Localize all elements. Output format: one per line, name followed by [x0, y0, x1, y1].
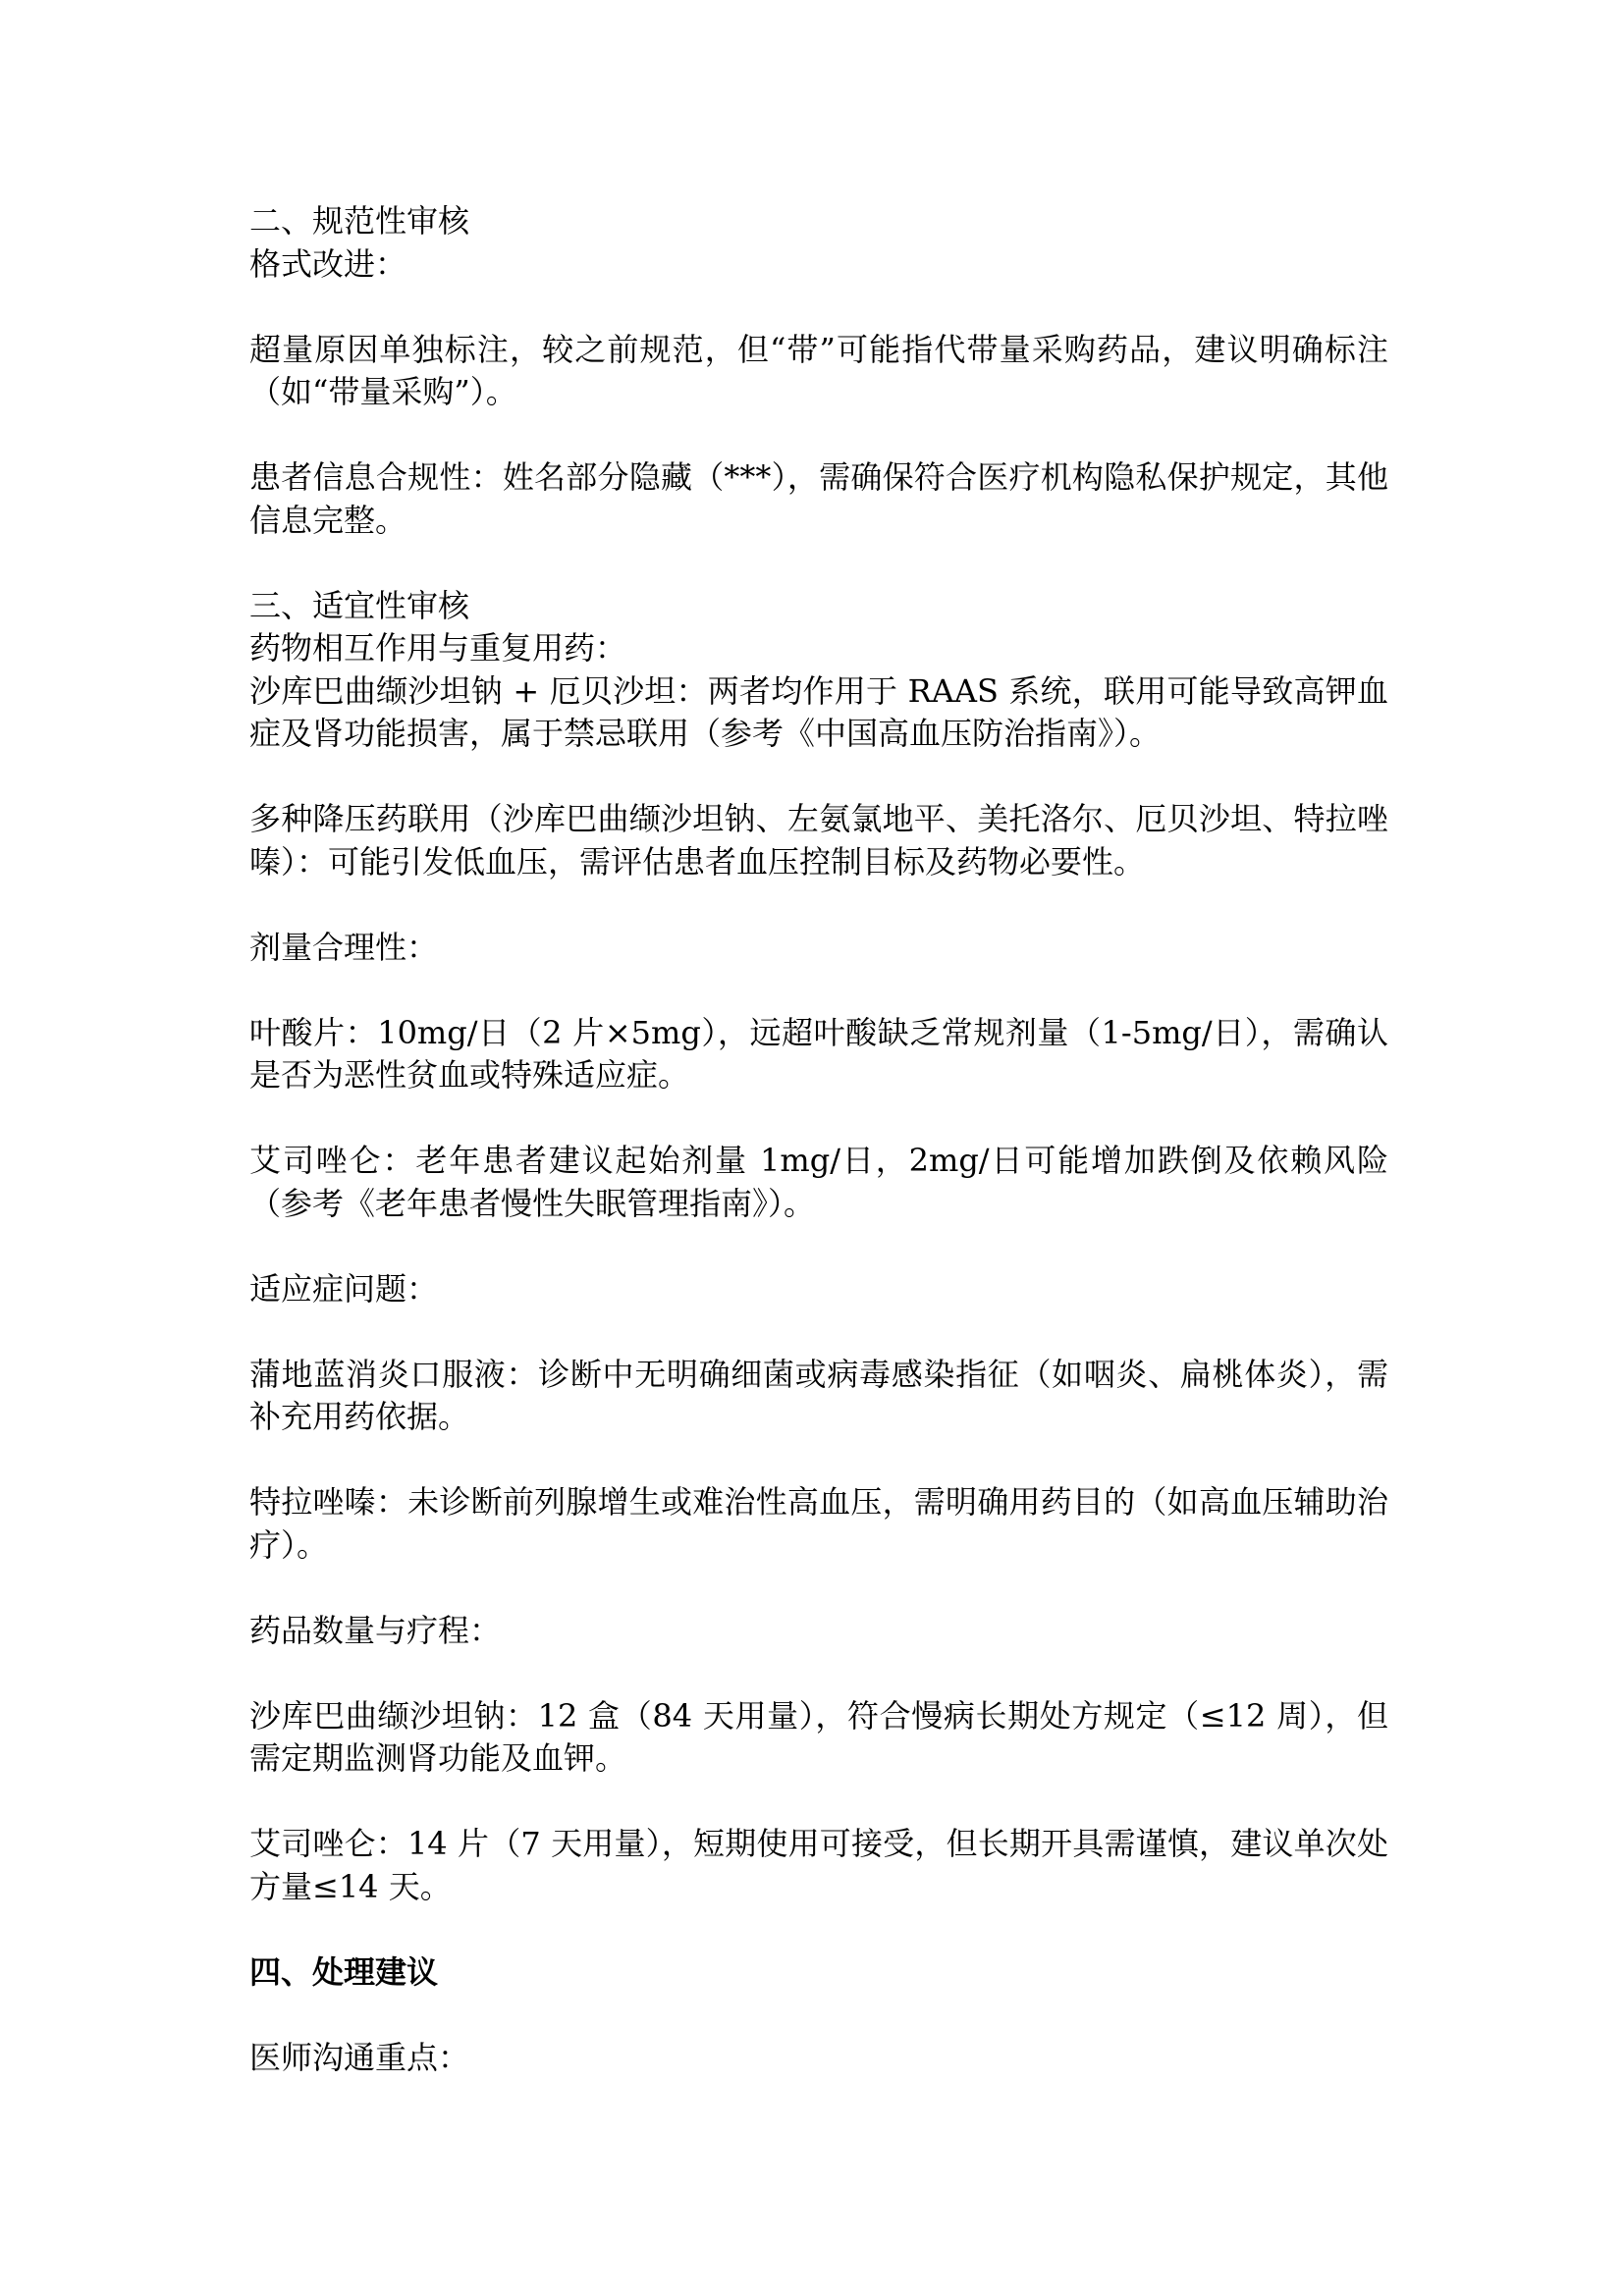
paragraph-pudilan: 蒲地蓝消炎口服液：诊断中无明确细菌或病毒感染指征（如咽炎、扁桃体炎），需补充用药依据。 [249, 1355, 1388, 1435]
paragraph-excess-reason: 超量原因单独标注，较之前规范，但“带”可能指代带量采购药品，建议明确标注（如“带量采购”）。 [249, 330, 1388, 410]
paragraph-estazolam-quantity: 艾司唑仑：14 片（7 天用量），短期使用可接受，但长期开具需谨慎，建议单次处方量≤14 天。 [249, 1825, 1388, 1905]
quantity-course-label: 药品数量与疗程： [249, 1611, 502, 1649]
paragraph-sacubitril-quantity: 沙库巴曲缬沙坦钠：12 盒（84 天用量），符合慢病长期处方规定（≤12 周），但需定期监测肾功能及血钾。 [249, 1696, 1388, 1777]
paragraph-patient-info: 患者信息合规性：姓名部分隐藏（***），需确保符合医疗机构隐私保护规定，其他信息完整。 [249, 458, 1388, 539]
indication-label: 适应症问题： [249, 1269, 439, 1308]
section-2-heading: 二、规范性审核 [249, 202, 470, 240]
paragraph-raas-interaction: 沙库巴曲缬沙坦钠 + 厄贝沙坦：两者均作用于 RAAS 系统，联用可能导致高钾血症及肾功能损害，属于禁忌联用（参考《中国高血压防治指南》）。 [249, 671, 1388, 752]
format-improvement-label: 格式改进： [249, 244, 407, 283]
section-4-heading: 四、处理建议 [249, 1952, 439, 1991]
paragraph-terazosin: 特拉唑嗪：未诊断前列腺增生或难治性高血压，需明确用药目的（如高血压辅助治疗）。 [249, 1483, 1388, 1564]
dose-rationality-label: 剂量合理性： [249, 928, 439, 966]
section-3-heading: 三、适宜性审核 [249, 586, 470, 624]
paragraph-estazolam-dose: 艾司唑仑：老年患者建议起始剂量 1mg/日，2mg/日可能增加跌倒及依赖风险（参考《老年患者慢性失眠管理指南》）。 [249, 1142, 1388, 1222]
document-body [249, 200, 1388, 2079]
paragraph-antihypertensive-combo: 多种降压药联用（沙库巴曲缬沙坦钠、左氨氯地平、美托洛尔、厄贝沙坦、特拉唑嗪）：可能引发低血压，需评估患者血压控制目标及药物必要性。 [249, 800, 1388, 881]
paragraph-folic-acid: 叶酸片：10mg/日（2 片×5mg），远超叶酸缺乏常规剂量（1-5mg/日），需确认是否为恶性贫血或特殊适应症。 [249, 1013, 1388, 1094]
physician-communication-label: 医师沟通重点： [249, 2038, 470, 2076]
drug-interaction-label: 药物相互作用与重复用药： [249, 629, 627, 667]
